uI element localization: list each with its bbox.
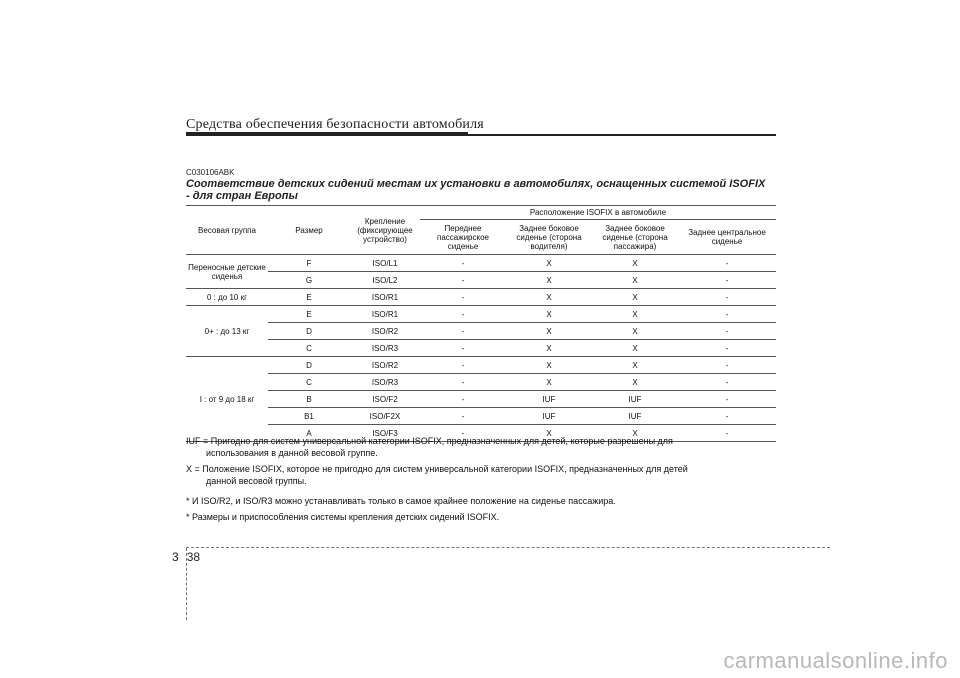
cell-weight-group: 0+ : до 13 кг: [186, 306, 268, 357]
cell-rear-center: -: [678, 306, 776, 323]
cell-mount: ISO/L2: [350, 272, 420, 289]
cell-mount: ISO/F3: [350, 425, 420, 442]
header-weight-group: Весовая группа: [186, 206, 268, 255]
cell-rear-passenger: IUF: [592, 391, 678, 408]
cell-rear-driver: X: [506, 323, 592, 340]
cell-mount: ISO/R1: [350, 289, 420, 306]
cell-rear-passenger: X: [592, 374, 678, 391]
table-row: [186, 357, 776, 374]
cell-front: -: [420, 357, 506, 374]
cell-rear-center: -: [678, 357, 776, 374]
cell-front: -: [420, 255, 506, 272]
doc-code: C030106ABK: [186, 168, 235, 177]
cell-rear-passenger: X: [592, 323, 678, 340]
cell-front: -: [420, 306, 506, 323]
note-star-2: * Размеры и приспособления системы крепления детских сидений ISOFIX.: [186, 512, 500, 522]
cell-size: C: [268, 374, 350, 391]
cell-rear-driver: IUF: [506, 408, 592, 425]
cell-rear-driver: X: [506, 289, 592, 306]
heading: [186, 178, 786, 202]
cell-rear-driver: X: [506, 272, 592, 289]
table-row: [186, 408, 776, 425]
table-row: [186, 255, 776, 272]
cell-mount: ISO/L1: [350, 255, 420, 272]
note-x-cont: данной весовой группы.: [206, 476, 307, 486]
header-isofix-position: Расположение ISOFIX в автомобиле: [420, 206, 776, 220]
cell-mount: ISO/R2: [350, 323, 420, 340]
note-x: [186, 463, 776, 487]
title-underline: [186, 134, 776, 136]
page-number-value: 38: [186, 550, 201, 564]
table-row: [186, 340, 776, 357]
heading-line-2: - для стран Европы: [186, 190, 298, 202]
cell-rear-center: -: [678, 391, 776, 408]
header-rear-driver-side: Заднее боковое сиденье (сторона водителя): [506, 220, 592, 255]
cell-rear-driver: X: [506, 374, 592, 391]
cell-rear-passenger: X: [592, 289, 678, 306]
note-x-text: X = Положение ISOFIX, которое не пригодно для систем универсальной категории ISOFIX, предназначенных для детей: [186, 464, 688, 474]
cell-size: D: [268, 357, 350, 374]
cell-size: E: [268, 306, 350, 323]
notes: [186, 435, 776, 527]
header-front-passenger: Переднее пассажирское сиденье: [420, 220, 506, 255]
footer-divider: [186, 547, 830, 548]
cell-front: -: [420, 391, 506, 408]
cell-rear-center: -: [678, 272, 776, 289]
cell-size: B1: [268, 408, 350, 425]
cell-size: G: [268, 272, 350, 289]
cell-rear-center: -: [678, 255, 776, 272]
section-title: Средства обеспечения безопасности автомобиля: [186, 117, 484, 132]
cell-size: A: [268, 425, 350, 442]
table-row: [186, 391, 776, 408]
cell-rear-driver: X: [506, 255, 592, 272]
cell-size: B: [268, 391, 350, 408]
isofix-table: [186, 205, 776, 442]
cell-rear-passenger: X: [592, 306, 678, 323]
table-row: [186, 323, 776, 340]
cell-mount: ISO/R3: [350, 340, 420, 357]
header-size: Размер: [268, 206, 350, 255]
note-iuf: [186, 435, 776, 459]
cell-mount: ISO/R1: [350, 306, 420, 323]
cell-rear-passenger: X: [592, 425, 678, 442]
cell-rear-passenger: X: [592, 272, 678, 289]
cell-mount: ISO/F2X: [350, 408, 420, 425]
cell-rear-driver: X: [506, 340, 592, 357]
cell-front: -: [420, 340, 506, 357]
cell-rear-passenger: X: [592, 357, 678, 374]
cell-size: D: [268, 323, 350, 340]
cell-front: -: [420, 425, 506, 442]
note-iuf-text: IUF = Пригодно для систем универсальной категории ISOFIX, предназначенных для детей, которые разрешены для: [186, 436, 673, 446]
cell-rear-driver: X: [506, 425, 592, 442]
cell-size: E: [268, 289, 350, 306]
cell-front: -: [420, 408, 506, 425]
cell-rear-passenger: X: [592, 340, 678, 357]
cell-rear-center: -: [678, 340, 776, 357]
cell-mount: ISO/R2: [350, 357, 420, 374]
table-row: [186, 289, 776, 306]
cell-rear-driver: IUF: [506, 391, 592, 408]
cell-rear-center: -: [678, 408, 776, 425]
heading-line-1: Соответствие детских сидений местам их установки в автомобилях, оснащенных системой ISOFIX: [186, 178, 766, 190]
cell-rear-passenger: IUF: [592, 408, 678, 425]
cell-front: -: [420, 323, 506, 340]
section-number: 3: [172, 550, 179, 564]
cell-rear-driver: X: [506, 306, 592, 323]
cell-weight-group: 0 : до 10 кг: [186, 289, 268, 306]
header-mount: Крепление (фиксирующее устройство): [350, 206, 420, 255]
table-row: [186, 374, 776, 391]
cell-size: C: [268, 340, 350, 357]
cell-rear-center: -: [678, 374, 776, 391]
table-header-row: [186, 206, 776, 220]
cell-rear-center: -: [678, 425, 776, 442]
cell-mount: ISO/R3: [350, 374, 420, 391]
header-rear-center: Заднее центральное сиденье: [678, 220, 776, 255]
watermark: carmanualsonline.info: [723, 648, 948, 673]
note-iuf-cont: использования в данной весовой группе.: [206, 448, 378, 458]
cell-rear-driver: X: [506, 357, 592, 374]
cell-rear-passenger: X: [592, 255, 678, 272]
cell-front: -: [420, 374, 506, 391]
cell-mount: ISO/F2: [350, 391, 420, 408]
cell-front: -: [420, 272, 506, 289]
table-row: [186, 272, 776, 289]
cell-rear-center: -: [678, 289, 776, 306]
cell-weight-group: I : от 9 до 18 кг: [186, 357, 268, 442]
cell-weight-group: Переносные детские сиденья: [186, 255, 268, 289]
cell-size: F: [268, 255, 350, 272]
page-number: [172, 550, 200, 564]
cell-front: -: [420, 289, 506, 306]
note-star-1: * И ISO/R2, и ISO/R3 можно устанавливать только в самое крайнее положение на сиденье пассажира.: [186, 496, 616, 506]
cell-rear-center: -: [678, 323, 776, 340]
table-row: [186, 306, 776, 323]
header-rear-passenger-side: Заднее боковое сиденье (сторона пассажира): [592, 220, 678, 255]
